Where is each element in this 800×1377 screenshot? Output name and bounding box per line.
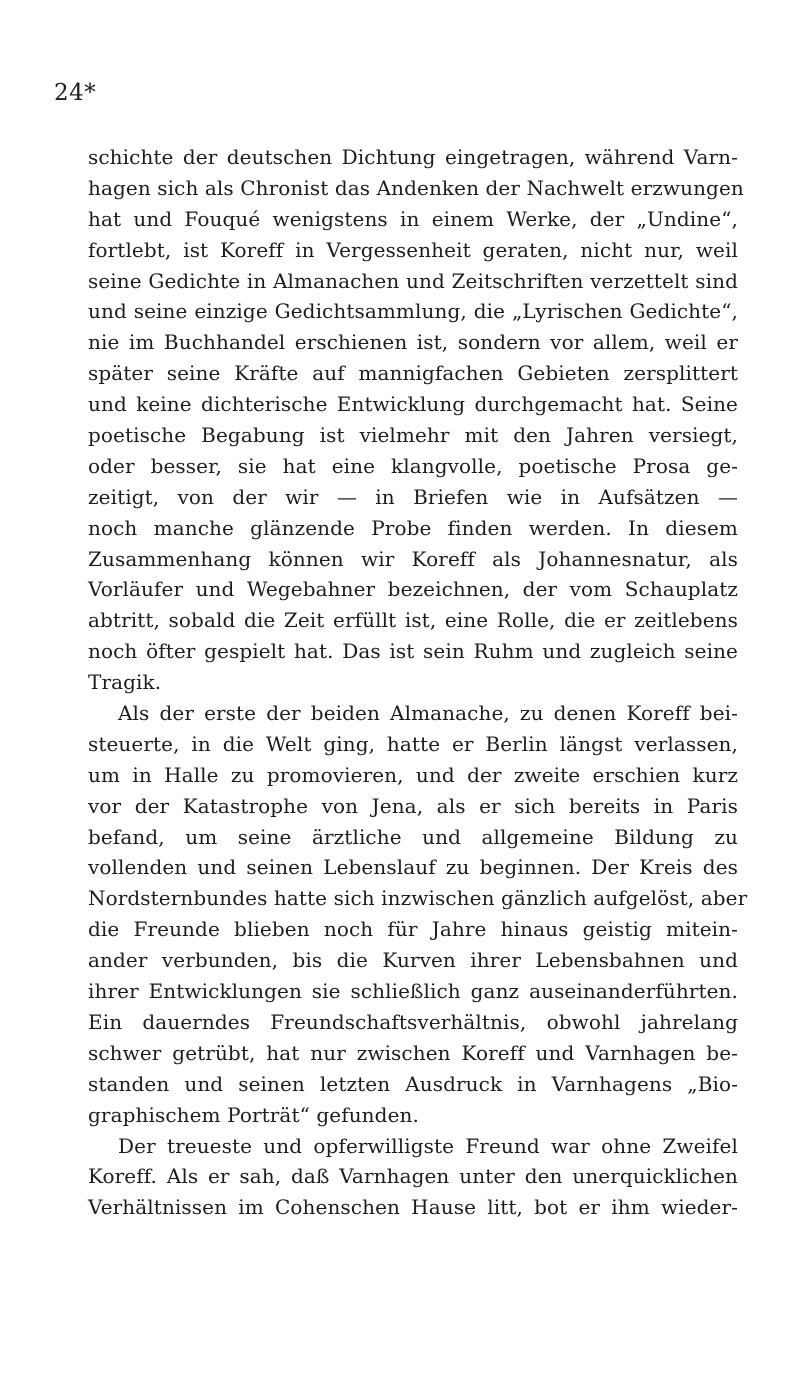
text-line: hagen sich als Chronist das Andenken der Nachwelt erzwungen <box>88 175 744 200</box>
text-line: und seine einzige Gedichtsammlung, die „Lyrischen Gedichte“, <box>88 299 738 324</box>
text-line: vollenden und seinen Lebenslauf zu beginnen. Der Kreis des <box>88 855 738 880</box>
text-line: ander verbunden, bis die Kurven ihrer Lebensbahnen und <box>88 948 738 973</box>
text-line: poetische Begabung ist vielmehr mit den Jahren versiegt, <box>88 423 738 448</box>
text-line: zeitigt, von der wir — in Briefen wie in Aufsätzen — <box>88 484 738 509</box>
text-line: graphischem Porträt“ gefunden. <box>88 1102 419 1127</box>
page-number: 24* <box>54 80 97 106</box>
text-line: Koreff. Als er sah, daß Varnhagen unter den unerquicklichen <box>88 1164 738 1189</box>
text-line: Der treueste und opferwilligste Freund war ohne Zweifel <box>118 1133 738 1158</box>
text-line: Tragik. <box>88 670 162 695</box>
text-line: seine Gedichte in Almanachen und Zeitschriften verzettelt sind <box>88 268 738 293</box>
text-line: um in Halle zu promovieren, und der zweite erschien kurz <box>88 762 738 787</box>
text-line: später seine Kräfte auf mannigfachen Gebieten zersplittert <box>88 361 738 386</box>
text-line: Nordsternbundes hatte sich inzwischen gänzlich aufgelöst, aber <box>88 886 748 911</box>
text-line: befand, um seine ärztliche und allgemeine Bildung zu <box>88 824 738 849</box>
text-line: schwer getrübt, hat nur zwischen Koreff und Varnhagen be- <box>88 1040 738 1065</box>
text-line: abtritt, sobald die Zeit erfüllt ist, eine Rolle, die er zeitlebens <box>88 608 738 633</box>
text-line: vor der Katastrophe von Jena, als er sich bereits in Paris <box>88 793 738 818</box>
text-line: Als der erste der beiden Almanache, zu denen Koreff bei- <box>118 701 738 726</box>
text-line: fortlebt, ist Koreff in Vergessenheit geraten, nicht nur, weil <box>88 237 738 262</box>
text-line: und keine dichterische Entwicklung durchgemacht hat. Seine <box>88 392 738 417</box>
paragraph <box>88 698 748 1130</box>
text-line: noch öfter gespielt hat. Das ist sein Ruhm und zugleich seine <box>88 639 738 664</box>
text-line: hat und Fouqué wenigstens in einem Werke, der „Undine“, <box>88 206 738 231</box>
text-line: Vorläufer und Wegebahner bezeichnen, der vom Schauplatz <box>88 577 738 602</box>
text-line: Ein dauerndes Freundschaftsverhältnis, obwohl jahrelang <box>88 1009 738 1034</box>
text-line: die Freunde blieben noch für Jahre hinaus geistig mitein- <box>88 917 738 942</box>
text-line: noch manche glänzende Probe finden werden. In diesem <box>88 515 738 540</box>
paragraph <box>88 1131 738 1224</box>
paragraph <box>88 142 744 698</box>
text-line: Verhältnissen im Cohenschen Hause litt, bot er ihm wieder- <box>88 1195 738 1220</box>
text-line: schichte der deutschen Dichtung eingetragen, während Varn- <box>88 145 738 169</box>
text-line: standen und seinen letzten Ausdruck in Varnhagens „Bio- <box>88 1071 738 1096</box>
text-line: ihrer Entwicklungen sie schließlich ganz auseinanderführten. <box>88 979 738 1004</box>
text-line: oder besser, sie hat eine klangvolle, poetische Prosa ge- <box>88 453 738 478</box>
text-line: Zusammenhang können wir Koreff als Johannesnatur, als <box>88 546 738 571</box>
text-line: steuerte, in die Welt ging, hatte er Berlin längst verlassen, <box>88 731 738 756</box>
body-text <box>88 142 748 1223</box>
text-line: nie im Buchhandel erschienen ist, sondern vor allem, weil er <box>88 330 738 355</box>
